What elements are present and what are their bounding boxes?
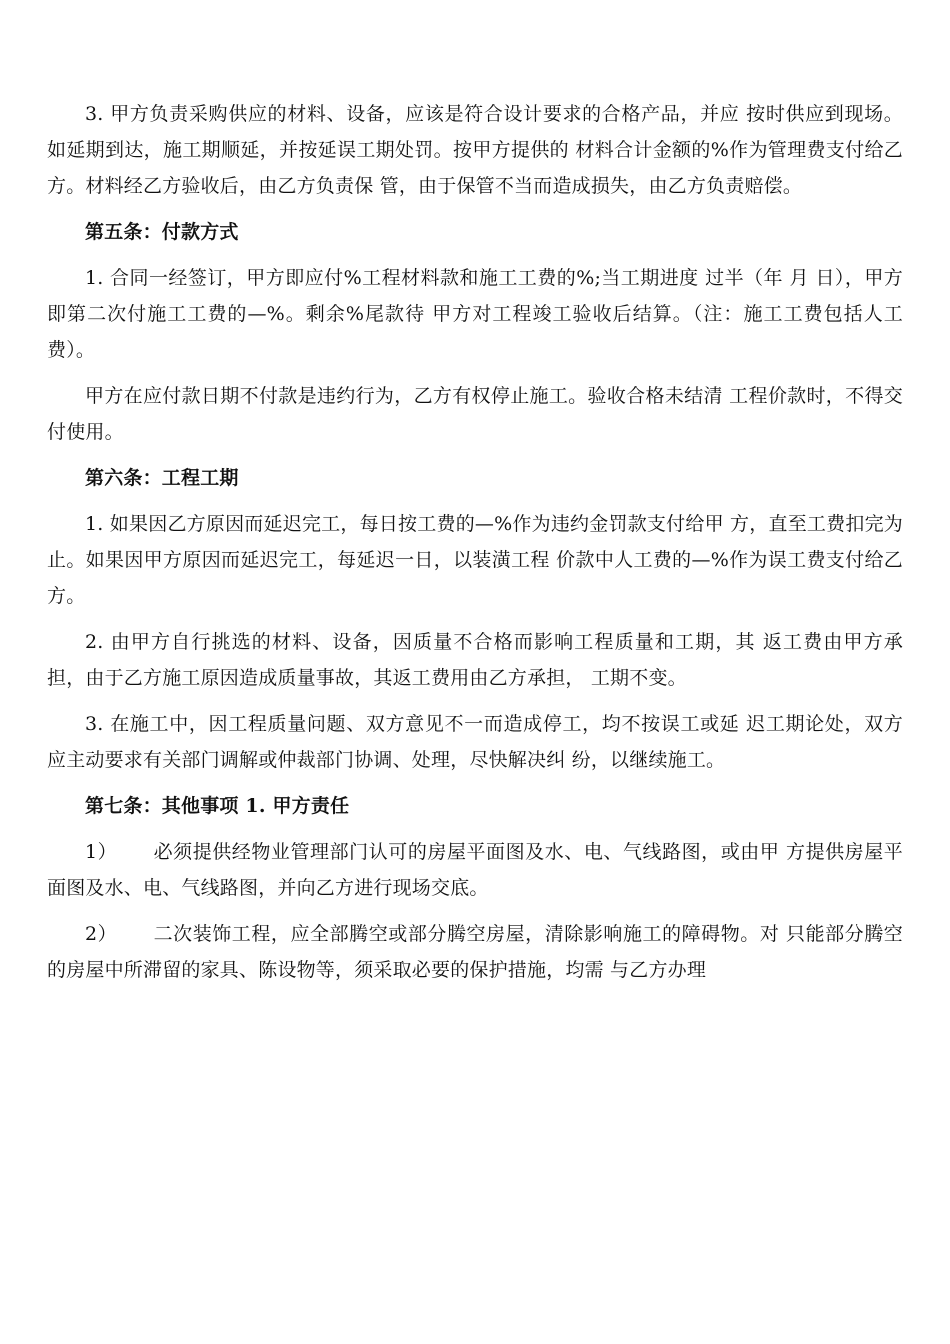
- section-six-heading: 第六条：工程工期: [85, 467, 239, 489]
- section-six-item-3: 3. 在施工中，因工程质量问题、双方意见不一而造成停工，均不按误工或延 迟工期论处，双方应主动要求有关部门调解或仲裁部门协调、处理，尽快解决纠 纷，以继续施工。: [47, 713, 903, 771]
- section-five-heading: 第五条：付款方式: [85, 221, 239, 243]
- item-number: 2）: [85, 923, 118, 945]
- item-text: 二次装饰工程，应全部腾空或部分腾空房屋，清除影响施工的障碍物。对 只能部分腾空的房屋中所滞留的家具、陈设物等，须采取必要的保护措施，均需 与乙方办理: [47, 923, 904, 981]
- section-four-item-3: 3. 甲方负责采购供应的材料、设备，应该是符合设计要求的合格产品，并应 按时供应到现场。如延期到达，施工期顺延，并按延误工期处罚。按甲方提供的 材料合计金额的%作为管理费支付给乙方。材料经乙方验收后，由乙方负责保 管，由于保管不当而造成损失，由乙方负责赔偿。: [47, 103, 903, 197]
- section-seven-heading: 第七条：其他事项 1. 甲方责任: [85, 795, 350, 817]
- section-five-item-1: 1. 合同一经签订，甲方即应付%工程材料款和施工工费的%;当工期进度 过半（年 月 日），甲方即第二次付施工工费的—%。剩余%尾款待 甲方对工程竣工验收后结算。（注：施工工费包括人工费）。: [47, 267, 903, 361]
- section-seven-item-1: [47, 834, 903, 906]
- item-number: 1）: [85, 841, 118, 863]
- section-five-paragraph-2: 甲方在应付款日期不付款是违约行为，乙方有权停止施工。验收合格未结清 工程价款时，不得交付使用。: [47, 385, 903, 443]
- item-text: 必须提供经物业管理部门认可的房屋平面图及水、电、气线路图，或由甲 方提供房屋平面图及水、电、气线路图，并向乙方进行现场交底。: [47, 841, 904, 899]
- section-six-item-2: 2. 由甲方自行挑选的材料、设备，因质量不合格而影响工程质量和工期，其 返工费由甲方承担，由于乙方施工原因造成质量事故，其返工费用由乙方承担， 工期不变。: [47, 631, 903, 689]
- section-seven-item-2: [47, 916, 903, 988]
- section-six-item-1: 1. 如果因乙方原因而延迟完工，每日按工费的—%作为违约金罚款支付给甲 方，直至工费扣完为止。如果因甲方原因而延迟完工，每延迟一日，以装潢工程 价款中人工费的—%作为误工费支付给乙方。: [47, 513, 903, 607]
- contract-page: [47, 96, 903, 998]
